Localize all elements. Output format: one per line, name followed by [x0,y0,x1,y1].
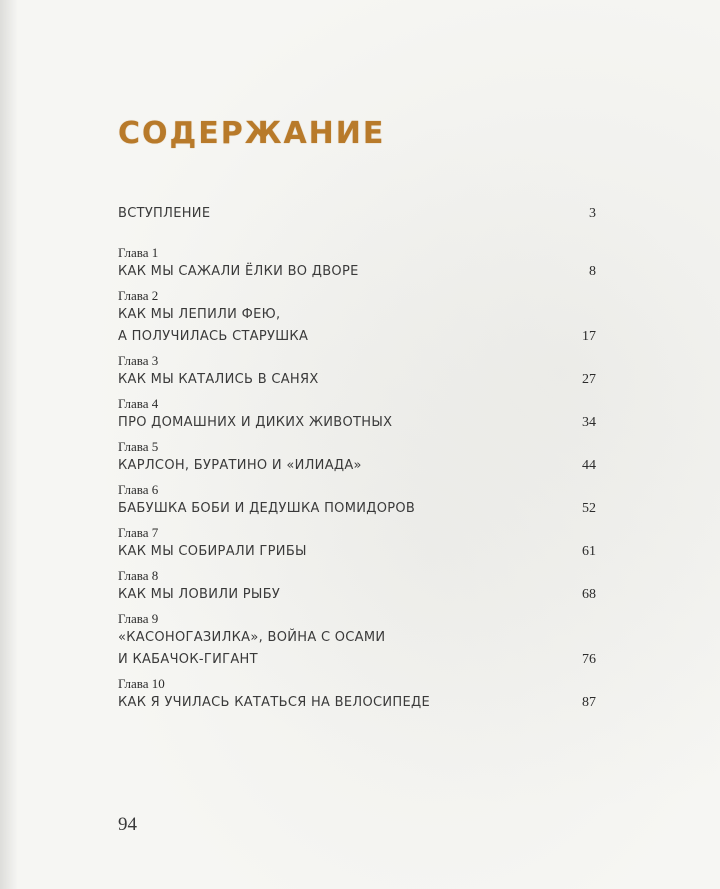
toc-page-number: 76 [582,652,596,667]
chapter-label: Глава 5 [118,439,159,454]
toc-entry [118,203,596,225]
chapter-title: И КАБАЧОК-ГИГАНТ [118,652,258,667]
chapter-title: КАК МЫ ЛЕПИЛИ ФЕЮ, [118,307,281,322]
toc-page-number: 61 [582,544,596,559]
chapter-title: КАК МЫ КАТАЛИСЬ В САНЯХ [118,372,319,387]
toc-page-number: 68 [582,587,596,602]
chapter-label: Глава 9 [118,611,159,626]
chapter-label: Глава 8 [118,568,159,583]
page-number: 94 [118,814,137,835]
table-of-contents [118,203,596,714]
toc-page-number: 52 [582,501,596,516]
toc-page-number: 3 [589,206,596,221]
chapter-label: Глава 2 [118,288,159,303]
page-edge-shadow [0,0,18,889]
toc-page-number: 34 [582,415,596,430]
toc-entry [118,525,596,563]
toc-entry [118,482,596,520]
chapter-title: КАК МЫ СОБИРАЛИ ГРИБЫ [118,544,307,559]
toc-entry [118,568,596,606]
chapter-title: ПРО ДОМАШНИХ И ДИКИХ ЖИВОТНЫХ [118,415,393,430]
chapter-title: КАК МЫ САЖАЛИ ЁЛКИ ВО ДВОРЕ [118,264,359,279]
toc-entry [118,611,596,671]
chapter-title: ВСТУПЛЕНИЕ [118,206,211,221]
toc-page-number: 44 [582,458,596,473]
chapter-title: БАБУШКА БОБИ И ДЕДУШКА ПОМИДОРОВ [118,501,416,516]
page-title: СОДЕРЖАНИЕ [118,116,386,151]
toc-entry [118,676,596,714]
chapter-label: Глава 3 [118,353,159,368]
toc-entry [118,245,596,283]
toc-entry [118,396,596,434]
chapter-label: Глава 6 [118,482,159,497]
chapter-title: КАРЛСОН, БУРАТИНО И «ИЛИАДА» [118,458,362,473]
chapter-label: Глава 10 [118,676,165,691]
chapter-label: Глава 4 [118,396,159,411]
toc-entry [118,288,596,348]
toc-page-number: 27 [582,372,596,387]
chapter-label: Глава 1 [118,245,159,260]
toc-entry [118,439,596,477]
chapter-label: Глава 7 [118,525,159,540]
chapter-title: КАК Я УЧИЛАСЬ КАТАТЬСЯ НА ВЕЛОСИПЕДЕ [118,695,430,710]
toc-page-number: 87 [582,695,596,710]
toc-page-number: 17 [582,329,596,344]
toc-page-number: 8 [589,264,596,279]
toc-entry [118,353,596,391]
chapter-title: КАК МЫ ЛОВИЛИ РЫБУ [118,587,281,602]
chapter-title: «КАСОНОГАЗИЛКА», ВОЙНА С ОСАМИ [118,630,386,645]
chapter-title: А ПОЛУЧИЛАСЬ СТАРУШКА [118,329,309,344]
